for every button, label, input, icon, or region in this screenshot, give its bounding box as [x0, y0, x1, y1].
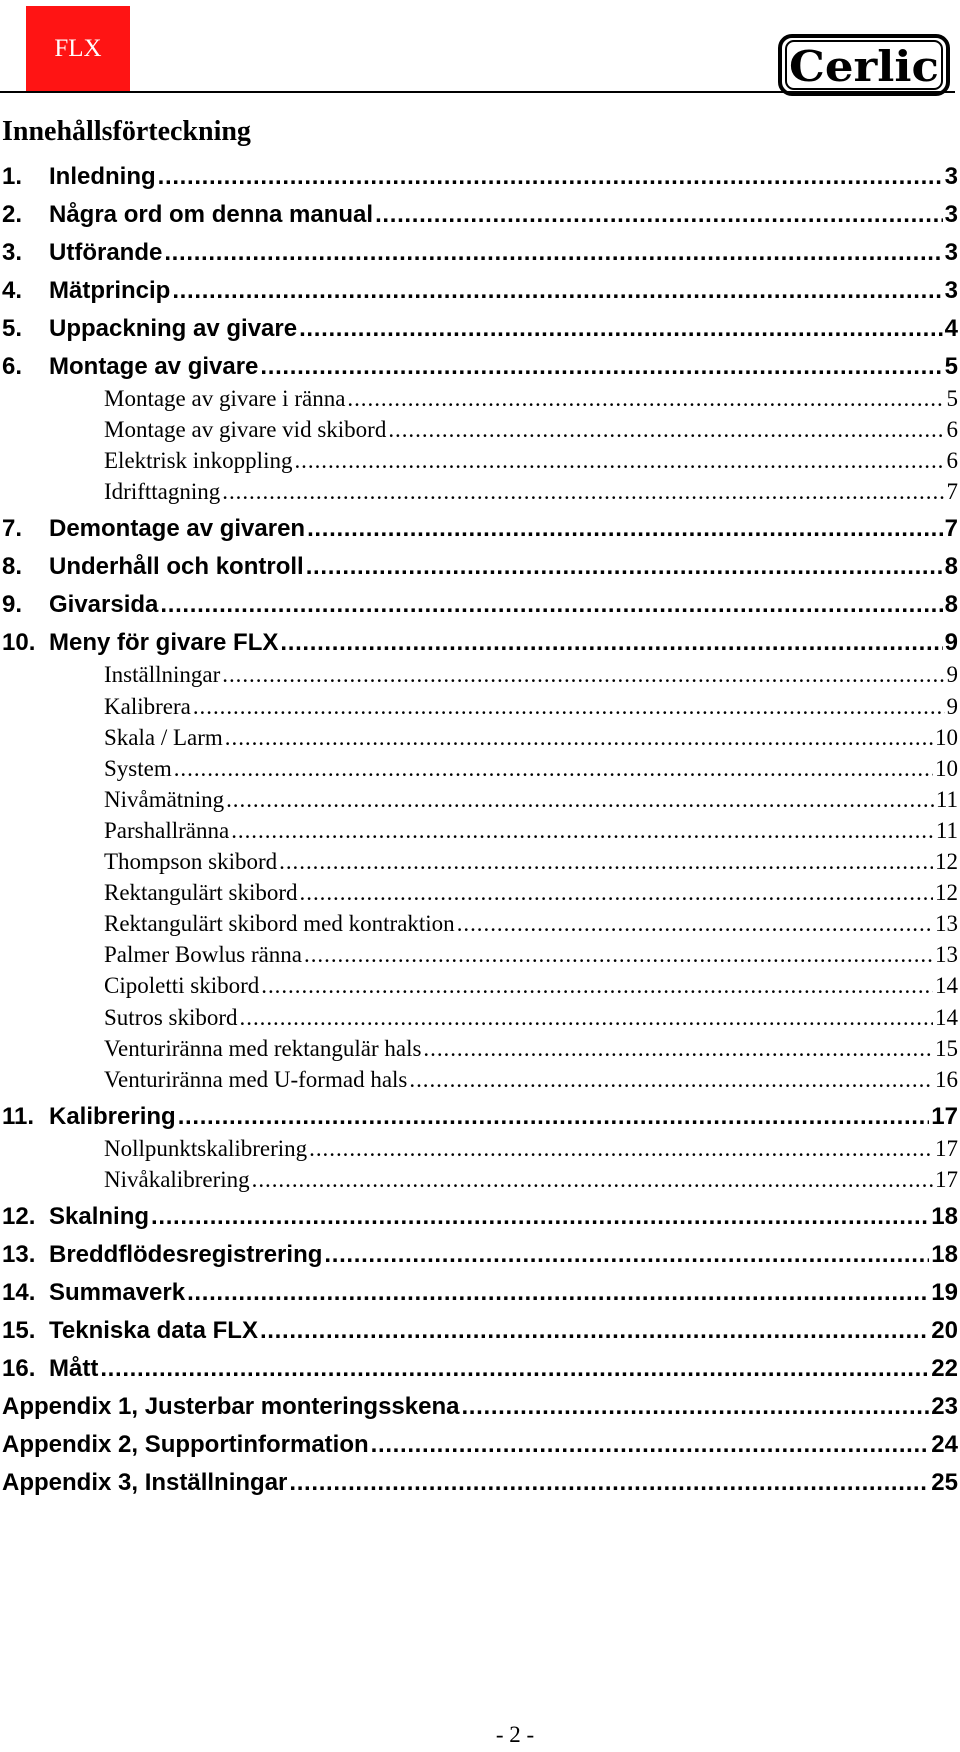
table-of-contents	[2, 153, 958, 1497]
toc-entry-number: 2.	[2, 201, 23, 228]
toc-entry-number: 9.	[2, 591, 23, 619]
toc-entry-label: System	[104, 755, 172, 781]
dot-leader	[260, 1317, 929, 1345]
dot-leader	[174, 756, 933, 782]
dot-leader	[172, 277, 942, 305]
toc-entry-number: 5.	[2, 315, 23, 342]
toc-entry-label: Thompson skibord	[104, 849, 278, 875]
dot-leader	[222, 662, 944, 688]
dot-leader	[100, 1355, 929, 1383]
toc-entry-label: Nivåmätning	[104, 786, 225, 812]
toc-entry-label: Summaverk	[49, 1278, 186, 1306]
dot-leader	[231, 818, 934, 844]
toc-subentry[interactable]	[2, 443, 958, 474]
toc-entry-label: Meny för givare FLX	[49, 629, 279, 657]
toc-entry-number: 14.	[2, 1278, 36, 1306]
toc-subentry[interactable]	[2, 751, 958, 782]
toc-subentry[interactable]	[2, 1162, 958, 1193]
toc-entry-label: Venturiränna med U-formad hals	[104, 1066, 408, 1092]
toc-subentry[interactable]	[2, 688, 958, 719]
toc-entry-page: 12	[935, 880, 958, 906]
toc-entry-page: 17	[931, 1102, 958, 1130]
dot-leader	[375, 201, 943, 229]
toc-entry-label: Appendix 3, Inställningar	[2, 1468, 288, 1496]
toc-subentry[interactable]	[2, 937, 958, 968]
toc-entry-page: 7	[946, 479, 958, 505]
toc-entry-page: 23	[931, 1392, 958, 1420]
toc-entry-page: 9	[946, 693, 958, 719]
toc-entry-number: 4.	[2, 277, 23, 304]
toc-entry-page: 8	[944, 591, 958, 619]
toc-entry-number: 1.	[2, 163, 23, 190]
toc-entry-label: Appendix 1, Justerbar monteringsskena	[2, 1392, 460, 1420]
dot-leader	[371, 1431, 930, 1459]
toc-entry[interactable]	[2, 1383, 958, 1421]
toc-entry[interactable]	[2, 305, 958, 343]
toc-entry-number: 15.	[2, 1316, 36, 1344]
toc-entry-page: 3	[944, 201, 958, 228]
toc-entry-page: 13	[935, 911, 958, 937]
dot-leader	[457, 911, 933, 937]
dot-leader	[226, 787, 934, 813]
toc-entry-label: Inledning	[49, 163, 156, 190]
toc-entry[interactable]	[2, 1459, 958, 1497]
toc-entry[interactable]	[2, 581, 958, 619]
toc-entry[interactable]	[2, 343, 958, 381]
toc-entry-page: 13	[935, 942, 958, 968]
toc-entry-number: 6.	[2, 353, 23, 380]
toc-entry-page: 18	[931, 1202, 958, 1230]
toc-entry-label: Utförande	[49, 239, 163, 266]
dot-leader	[423, 1036, 933, 1062]
toc-entry-number: 7.	[2, 515, 23, 543]
toc-entry-label: Cipoletti skibord	[104, 973, 260, 999]
toc-entry-label: Uppackning av givare	[49, 315, 298, 342]
dot-leader	[178, 1103, 930, 1131]
dot-leader	[306, 553, 943, 581]
toc-entry-label: Kalibrering	[49, 1102, 176, 1130]
dot-leader	[300, 880, 933, 906]
toc-entry-page: 12	[935, 849, 958, 875]
toc-entry-label: Parshallränna	[104, 817, 230, 843]
toc-entry[interactable]	[2, 619, 958, 657]
toc-entry-number: 8.	[2, 553, 23, 581]
toc-entry-page: 10	[935, 755, 958, 781]
logo-wordmark: Cerlic	[789, 42, 939, 91]
dot-leader	[388, 417, 944, 443]
toc-subentry[interactable]	[2, 657, 958, 688]
toc-entry-label: Demontage av givaren	[49, 515, 306, 543]
dot-leader	[225, 725, 933, 751]
flx-badge: FLX	[26, 6, 130, 92]
toc-entry-label: Montage av givare	[49, 353, 259, 380]
page-number: - 2 -	[495, 1722, 535, 1747]
toc-entry-page: 3	[944, 163, 958, 190]
toc-entry-label: Underhåll och kontroll	[49, 553, 304, 581]
toc-entry-page: 7	[944, 515, 958, 543]
toc-entry-label: Montage av givare i ränna	[104, 386, 346, 412]
toc-entry-page: 3	[944, 239, 958, 266]
dot-leader	[279, 849, 933, 875]
toc-subentry[interactable]	[2, 1131, 958, 1162]
toc-entry[interactable]	[2, 1193, 958, 1231]
toc-entry[interactable]	[2, 505, 958, 543]
toc-entry-label: Kalibrera	[104, 693, 191, 719]
toc-entry-label: Några ord om denna manual	[49, 201, 374, 228]
toc-entry-page: 5	[944, 353, 958, 380]
toc-entry-number: 3.	[2, 239, 23, 266]
toc-entry-number: 11.	[2, 1102, 35, 1130]
cerlic-logo	[776, 32, 952, 98]
toc-subentry[interactable]	[2, 1031, 958, 1062]
toc-entry-page: 20	[931, 1316, 958, 1344]
toc-entry[interactable]	[2, 1269, 958, 1307]
dot-leader	[307, 515, 943, 543]
toc-entry-page: 19	[931, 1278, 958, 1306]
toc-entry-page: 14	[935, 1004, 958, 1030]
toc-entry-label: Breddflödesregistrering	[49, 1240, 323, 1268]
toc-entry-page: 25	[931, 1468, 958, 1496]
toc-subentry[interactable]	[2, 412, 958, 443]
toc-subentry[interactable]	[2, 720, 958, 751]
toc-entry-page: 10	[935, 724, 958, 750]
dot-leader	[151, 1203, 929, 1231]
toc-entry-page: 16	[935, 1066, 958, 1092]
dot-leader	[222, 479, 944, 505]
toc-entry-page: 4	[944, 315, 958, 342]
toc-entry-page: 17	[935, 1135, 958, 1161]
toc-entry-label: Montage av givare vid skibord	[104, 417, 387, 443]
dot-leader	[164, 239, 942, 267]
toc-entry-page: 9	[946, 662, 958, 688]
toc-entry[interactable]	[2, 543, 958, 581]
dot-leader	[299, 315, 943, 343]
toc-entry-label: Mätprincip	[49, 277, 171, 304]
toc-entry-label: Inställningar	[104, 662, 221, 688]
toc-subentry[interactable]	[2, 999, 958, 1030]
toc-entry-number: 13.	[2, 1240, 36, 1268]
toc-entry[interactable]	[2, 1231, 958, 1269]
dot-leader	[260, 353, 942, 381]
toc-entry-label: Palmer Bowlus ränna	[104, 942, 303, 968]
dot-leader	[347, 386, 944, 412]
dot-leader	[324, 1241, 929, 1269]
dot-leader	[304, 942, 933, 968]
toc-entry-label: Nollpunktskalibrering	[104, 1135, 308, 1161]
toc-entry-label: Sutros skibord	[104, 1004, 238, 1030]
dot-leader	[289, 1469, 929, 1497]
toc-entry-number: 12.	[2, 1202, 36, 1230]
toc-entry-page: 11	[935, 817, 958, 843]
dot-leader	[294, 448, 944, 474]
toc-entry-label: Nivåkalibrering	[104, 1166, 250, 1192]
header-rule	[0, 91, 955, 93]
toc-entry-page: 22	[931, 1354, 958, 1382]
toc-entry-number: 10.	[2, 629, 36, 657]
dot-leader	[252, 1167, 933, 1193]
toc-entry-label: Skalning	[49, 1202, 150, 1230]
toc-subentry[interactable]	[2, 782, 958, 813]
toc-entry[interactable]	[2, 153, 958, 191]
toc-entry-label: Appendix 2, Supportinformation	[2, 1430, 369, 1458]
toc-entry-number: 16.	[2, 1354, 36, 1382]
toc-subentry[interactable]	[2, 968, 958, 999]
toc-entry-label: Skala / Larm	[104, 724, 223, 750]
toc-entry[interactable]	[2, 1421, 958, 1459]
dot-leader	[187, 1279, 929, 1307]
toc-subentry[interactable]	[2, 1062, 958, 1093]
toc-entry-page: 17	[935, 1166, 958, 1192]
toc-entry[interactable]	[2, 1093, 958, 1131]
toc-entry[interactable]	[2, 1307, 958, 1345]
dot-leader	[461, 1393, 929, 1421]
toc-entry-page: 9	[944, 629, 958, 657]
toc-entry-label: Idrifttagning	[104, 479, 221, 505]
toc-entry-label: Venturiränna med rektangulär hals	[104, 1035, 422, 1061]
dot-leader	[280, 629, 942, 657]
dot-leader	[240, 1005, 933, 1031]
toc-subentry[interactable]	[2, 844, 958, 875]
toc-entry-page: 14	[935, 973, 958, 999]
toc-subentry[interactable]	[2, 474, 958, 505]
toc-entry-page: 5	[946, 386, 958, 412]
toc-entry[interactable]	[2, 229, 958, 267]
dot-leader	[261, 973, 933, 999]
toc-entry-label: Rektangulärt skibord	[104, 880, 298, 906]
toc-entry[interactable]	[2, 191, 958, 229]
toc-entry-label: Givarsida	[49, 591, 159, 619]
toc-entry-label: Tekniska data FLX	[49, 1316, 258, 1344]
toc-title: Innehållsförteckning	[2, 116, 251, 147]
dot-leader	[193, 694, 945, 720]
toc-subentry[interactable]	[2, 381, 958, 412]
toc-entry-page: 6	[946, 448, 958, 474]
dot-leader	[309, 1136, 933, 1162]
toc-entry-page: 18	[931, 1240, 958, 1268]
toc-entry-page: 11	[935, 786, 958, 812]
toc-entry-page: 6	[946, 417, 958, 443]
toc-entry-label: Mått	[49, 1354, 99, 1382]
toc-entry-page: 8	[944, 553, 958, 581]
toc-subentry[interactable]	[2, 906, 958, 937]
toc-entry[interactable]	[2, 1345, 958, 1383]
dot-leader	[160, 591, 942, 619]
toc-entry-label: Elektrisk inkoppling	[104, 448, 293, 474]
toc-entry-label: Rektangulärt skibord med kontraktion	[104, 911, 455, 937]
toc-entry-page: 24	[931, 1430, 958, 1458]
dot-leader	[409, 1067, 933, 1093]
toc-entry-page: 15	[935, 1035, 958, 1061]
toc-subentry[interactable]	[2, 813, 958, 844]
toc-entry-page: 3	[944, 277, 958, 304]
dot-leader	[158, 163, 943, 191]
toc-subentry[interactable]	[2, 875, 958, 906]
toc-entry[interactable]	[2, 267, 958, 305]
